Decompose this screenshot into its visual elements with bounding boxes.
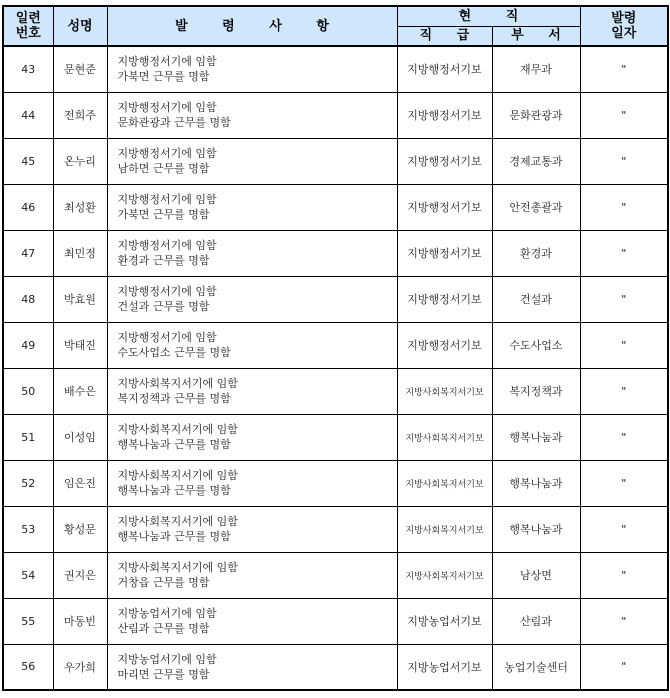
rank-cell: 지방행정서기보 xyxy=(397,92,492,138)
order-line: 지방사회복지서기에 임함 xyxy=(117,423,238,436)
order-line: 지방행정서기에 임함 xyxy=(117,55,217,69)
date-cell: " xyxy=(580,230,668,276)
rank-cell: 지방사회복지서기보 xyxy=(397,552,492,598)
rank-cell: 지방행정서기보 xyxy=(397,184,492,230)
name-cell: 전희주 xyxy=(53,92,107,138)
name-cell: 최성환 xyxy=(53,184,107,230)
order-line: 지방농업서기에 임함 xyxy=(117,607,217,620)
appointment-order-cell xyxy=(107,644,397,690)
appointment-order-cell xyxy=(107,414,397,460)
order-line: 지방행정서기에 임함 xyxy=(117,101,217,114)
appointment-order-cell xyxy=(107,506,397,552)
appointment-order-cell xyxy=(107,92,397,138)
order-line: 문화관광과 근무를 명함 xyxy=(117,116,231,129)
department-cell: 재무과 xyxy=(492,46,580,92)
name-cell: 온누리 xyxy=(53,138,107,184)
table-row xyxy=(3,138,668,184)
name-cell: 황성문 xyxy=(53,506,107,552)
name-cell: 박태진 xyxy=(53,322,107,368)
name-cell: 우가희 xyxy=(53,644,107,690)
serial-number-cell: 48 xyxy=(3,276,53,322)
appointment-order-cell xyxy=(107,368,397,414)
header-department: 부 서 xyxy=(492,26,580,46)
appointment-order-cell xyxy=(107,322,397,368)
rank-cell: 지방사회복지서기보 xyxy=(397,506,492,552)
date-cell: " xyxy=(580,414,668,460)
date-cell: " xyxy=(580,184,668,230)
date-cell: " xyxy=(580,552,668,598)
header-serial-number: 일련 번호 xyxy=(3,6,53,46)
department-cell: 수도사업소 xyxy=(492,322,580,368)
order-line: 거창읍 근무를 명함 xyxy=(117,576,210,589)
date-cell: " xyxy=(580,460,668,506)
serial-number-cell: 56 xyxy=(3,644,53,690)
rank-cell: 지방행정서기보 xyxy=(397,138,492,184)
order-line: 지방사회복지서기에 임함 xyxy=(117,377,238,390)
table-row xyxy=(3,276,668,322)
serial-number-cell: 46 xyxy=(3,184,53,230)
department-cell: 행복나눔과 xyxy=(492,506,580,552)
table-row xyxy=(3,552,668,598)
appointment-order-cell xyxy=(107,276,397,322)
name-cell: 박효원 xyxy=(53,276,107,322)
order-line: 지방행정서기에 임함 xyxy=(117,193,217,206)
name-cell: 임은진 xyxy=(53,460,107,506)
rank-cell: 지방행정서기보 xyxy=(397,230,492,276)
order-line: 지방농업서기에 임함 xyxy=(117,652,217,666)
serial-number-cell: 52 xyxy=(3,460,53,506)
serial-number-cell: 54 xyxy=(3,552,53,598)
order-line: 복지정책과 근무를 명함 xyxy=(117,392,231,405)
appointment-table xyxy=(2,5,669,691)
order-line: 행복나눔과 근무를 명함 xyxy=(117,484,231,497)
name-cell: 최민정 xyxy=(53,230,107,276)
name-cell: 권지은 xyxy=(53,552,107,598)
name-cell: 배수은 xyxy=(53,368,107,414)
table-row xyxy=(3,92,668,138)
rank-cell: 지방사회복지서기보 xyxy=(397,368,492,414)
date-cell: " xyxy=(580,506,668,552)
serial-number-cell: 44 xyxy=(3,92,53,138)
table-row xyxy=(3,598,668,644)
order-line: 가북면 근무를 명함 xyxy=(117,208,210,221)
department-cell: 행복나눔과 xyxy=(492,460,580,506)
serial-number-cell: 51 xyxy=(3,414,53,460)
order-line: 행복나눔과 근무를 명함 xyxy=(117,530,231,543)
order-line: 행복나눔과 근무를 명함 xyxy=(117,438,231,451)
order-line: 지방사회복지서기에 임함 xyxy=(117,515,238,528)
department-cell: 행복나눔과 xyxy=(492,414,580,460)
order-line: 지방행정서기에 임함 xyxy=(117,239,217,252)
name-cell: 마동빈 xyxy=(53,598,107,644)
department-cell: 건설과 xyxy=(492,276,580,322)
date-cell: " xyxy=(580,322,668,368)
header-rank: 직 급 xyxy=(397,26,492,46)
header-appointment-date: 발령 일자 xyxy=(580,6,668,46)
rank-cell: 지방농업서기보 xyxy=(397,644,492,690)
serial-number-cell: 50 xyxy=(3,368,53,414)
order-line: 환경과 근무를 명함 xyxy=(117,254,210,267)
header-current-position: 현 직 xyxy=(397,6,580,26)
table-row xyxy=(3,46,668,92)
date-cell: " xyxy=(580,598,668,644)
department-cell: 농업기술센터 xyxy=(492,644,580,690)
department-cell: 경제교통과 xyxy=(492,138,580,184)
serial-number-cell: 43 xyxy=(3,46,53,92)
serial-number-cell: 47 xyxy=(3,230,53,276)
department-cell: 산림과 xyxy=(492,598,580,644)
order-line: 지방행정서기에 임함 xyxy=(117,147,217,160)
table-row xyxy=(3,460,668,506)
serial-number-cell: 55 xyxy=(3,598,53,644)
serial-number-cell: 49 xyxy=(3,322,53,368)
order-line: 가북면 근무를 명함 xyxy=(117,70,210,84)
date-cell: " xyxy=(580,368,668,414)
order-line: 산림과 근무를 명함 xyxy=(117,622,210,635)
appointment-order-cell xyxy=(107,552,397,598)
name-cell: 이성임 xyxy=(53,414,107,460)
department-cell: 남상면 xyxy=(492,552,580,598)
rank-cell: 지방사회복지서기보 xyxy=(397,414,492,460)
date-cell: " xyxy=(580,644,668,690)
order-line: 건설과 근무를 명함 xyxy=(117,300,210,313)
appointment-order-cell xyxy=(107,598,397,644)
order-line: 남하면 근무를 명함 xyxy=(117,162,210,175)
department-cell: 환경과 xyxy=(492,230,580,276)
rank-cell: 지방사회복지서기보 xyxy=(397,460,492,506)
date-cell: " xyxy=(580,276,668,322)
order-line: 지방행정서기에 임함 xyxy=(117,285,217,298)
order-line: 지방사회복지서기에 임함 xyxy=(117,469,238,482)
table-body xyxy=(3,46,668,690)
table-row xyxy=(3,414,668,460)
table-row xyxy=(3,368,668,414)
table-row xyxy=(3,506,668,552)
appointment-order-cell xyxy=(107,460,397,506)
date-cell: " xyxy=(580,46,668,92)
table-row xyxy=(3,644,668,690)
rank-cell: 지방행정서기보 xyxy=(397,46,492,92)
order-line: 마리면 근무를 명함 xyxy=(117,667,210,681)
table-row xyxy=(3,230,668,276)
department-cell: 복지정책과 xyxy=(492,368,580,414)
table-row xyxy=(3,184,668,230)
order-line: 수도사업소 근무를 명함 xyxy=(117,346,231,359)
rank-cell: 지방농업서기보 xyxy=(397,598,492,644)
department-cell: 안전총괄과 xyxy=(492,184,580,230)
appointment-order-cell xyxy=(107,138,397,184)
name-cell: 문현준 xyxy=(53,46,107,92)
table-row xyxy=(3,322,668,368)
rank-cell: 지방행정서기보 xyxy=(397,322,492,368)
date-cell: " xyxy=(580,138,668,184)
serial-number-cell: 53 xyxy=(3,506,53,552)
department-cell: 문화관광과 xyxy=(492,92,580,138)
date-cell: " xyxy=(580,92,668,138)
appointment-order-cell xyxy=(107,46,397,92)
header-name: 성명 xyxy=(53,6,107,46)
order-line: 지방사회복지서기에 임함 xyxy=(117,561,238,574)
appointment-order-cell xyxy=(107,184,397,230)
appointment-order-cell xyxy=(107,230,397,276)
table-header xyxy=(3,6,668,46)
rank-cell: 지방행정서기보 xyxy=(397,276,492,322)
header-appointment-order: 발 령 사 항 xyxy=(107,6,397,46)
serial-number-cell: 45 xyxy=(3,138,53,184)
order-line: 지방행정서기에 임함 xyxy=(117,331,217,344)
